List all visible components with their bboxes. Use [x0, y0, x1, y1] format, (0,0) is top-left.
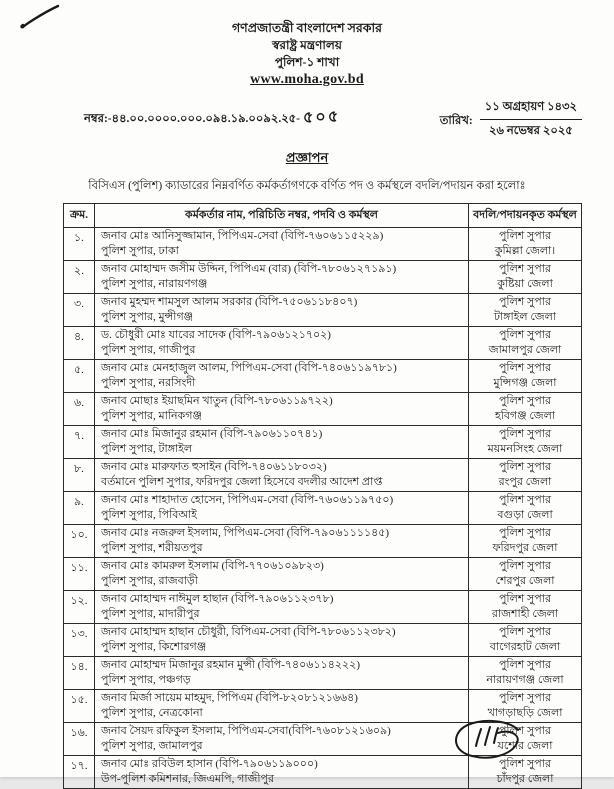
officer-post-line: পুলিশ সুপার, কিশোরগঞ্জ — [101, 641, 207, 653]
ministry-name: স্বরাষ্ট্র মন্ত্রণালয় — [272, 38, 342, 52]
destination-cell — [469, 558, 582, 591]
date-gregorian: ২৬ নভেম্বর ২০২৫ — [489, 125, 573, 137]
destination-district-line: ফরিদপুর জেলা — [492, 542, 558, 554]
serial-cell: ১৬. — [64, 723, 95, 756]
officer-cell — [95, 690, 469, 723]
destination-cell — [469, 261, 582, 294]
officer-post-line: পুলিশ সুপার, মাদারীপুর — [101, 608, 200, 620]
destination-cell — [469, 228, 582, 261]
table-row — [64, 591, 582, 624]
officer-name-line: জনাব মোঃ মারুফাত হুসাইন (বিপি-৭৪০৬১১৮০৩২) — [101, 461, 327, 473]
officer-name-line: ড. চৌধুরী মোঃ যাবের সাদেক (বিপি-৭৯০৬১২১৭০২) — [101, 329, 331, 341]
officer-name-line: জনাব মোঃ রবিউল হাসান (বিপি-৭৯০৬১১৯০০০) — [101, 758, 318, 770]
table-row — [64, 360, 582, 393]
destination-district-line: শেরপুর জেলা — [495, 575, 555, 587]
destination-district-line: জামালপুর জেলা — [488, 344, 562, 356]
table-row — [64, 525, 582, 558]
officer-name-line: জনাব মোছাঃ ইয়াছমিন খাতুন (বিপি-৭৮০৬১১৯৭২২) — [101, 395, 333, 407]
serial-cell: ১২. — [64, 591, 95, 624]
destination-district-line: রাজশাহী জেলা — [491, 608, 559, 620]
destination-district-line: নারায়ণগঞ্জ জেলা — [486, 674, 564, 686]
officer-cell — [95, 756, 469, 789]
officer-cell — [95, 591, 469, 624]
header-officer: কর্মকর্তার নাম, পরিচিতি নম্বর, পদবি ও কর্মস্থল — [95, 204, 469, 228]
officer-post-line: পুলিশ সুপার, ঢাকা — [101, 245, 179, 257]
branch-name: পুলিশ-১ শাখা — [274, 55, 340, 69]
serial-cell: ৪. — [64, 327, 95, 360]
header-destination: বদলি/পদায়নকৃত কর্মস্থল — [469, 204, 582, 228]
destination-post-line: পুলিশ সুপার — [498, 593, 552, 605]
officer-name-line: জনাব মোঃ শাহাদাত হোসেন, পিপিএম-সেবা (বিপি-৭৬০৬১১৯৭৫০) — [101, 494, 394, 506]
officer-name-line: জনাব মোঃ আনিসুজ্জামান, পিপিএম-সেবা (বিপি-৭৬০৬১১৫২২৯) — [101, 230, 384, 242]
officer-name-line: জনাব মির্জা সায়েম মাহমুদ, পিপিএম (বিপি-৮২০৮১২১৬৬৪) — [101, 692, 358, 704]
destination-post-line: পুলিশ সুপার — [498, 461, 552, 473]
document-header — [0, 0, 614, 88]
destination-post-line: পুলিশ সুপার — [498, 659, 552, 671]
officer-cell — [95, 624, 469, 657]
table-header-row — [64, 204, 582, 228]
officer-post-line: পুলিশ সুপার, জামালপুর — [101, 740, 203, 752]
memo-number-label: নম্বর:- — [84, 113, 112, 125]
officer-cell — [95, 294, 469, 327]
officer-name-line: জনাব মোহাম্মদ মিজানুর রহমান মুন্সী (বিপি-৭৪০৬১১৪২২২) — [101, 659, 360, 671]
officer-name-line: জনাব মোঃ মিজানুর রহমান (বিপি-৭৯০৬১১০৭৪১) — [101, 428, 323, 440]
destination-cell — [469, 426, 582, 459]
table-row — [64, 294, 582, 327]
government-name: গণপ্রজাতন্ত্রী বাংলাদেশ সরকার — [231, 21, 383, 35]
date-bangla: ১১ অগ্রহায়ণ ১৪৩২ — [480, 98, 582, 120]
destination-district-line: ময়মনসিংহ জেলা — [487, 443, 563, 455]
destination-district-line: চাঁদপুর জেলা — [496, 773, 554, 785]
destination-post-line: পুলিশ সুপার — [498, 296, 552, 308]
officer-post-line: বর্তমানে পুলিশ সুপার, ফরিদপুর জেলা হিসেবে বদলীর আদেশ প্রাপ্ত — [101, 476, 383, 488]
officer-name-line: জনাব মোঃ মেনহাজুল আলম, পিপিএম-সেবা (বিপি-৭৪০৬১১৯৭৮১) — [101, 362, 397, 374]
officer-post-line: পুলিশ সুপার, পঞ্চগড় — [101, 674, 191, 686]
serial-cell: ১. — [64, 228, 95, 261]
pen-stroke-mark-icon — [16, 2, 68, 34]
destination-cell — [469, 591, 582, 624]
officer-cell — [95, 426, 469, 459]
serial-cell: ১০. — [64, 525, 95, 558]
ministry-website: www.moha.gov.bd — [250, 72, 364, 87]
destination-post-line: পুলিশ সুপার — [498, 329, 552, 341]
serial-cell: ২. — [64, 261, 95, 294]
officer-cell — [95, 492, 469, 525]
signature-scribble-icon — [448, 716, 534, 772]
table-row — [64, 492, 582, 525]
destination-cell — [469, 624, 582, 657]
destination-post-line: পুলিশ সুপার — [498, 494, 552, 506]
table-row — [64, 327, 582, 360]
memo-date — [440, 98, 582, 141]
officer-name-line: জনাব মোঃ নজরুল ইসলাম, পিপিএম-সেবা (বিপি-৭৯০৬১১১১৪৫) — [101, 527, 390, 539]
officer-cell — [95, 459, 469, 492]
officer-post-line: পুলিশ সুপার, নরসিংদী — [101, 377, 196, 389]
officer-name-line: জনাব মুহম্মদ শামসুল আলম সরকার (বিপি-৭৫০৬১১৮৪০৭) — [101, 296, 358, 308]
destination-post-line: পুলিশ সুপার — [498, 692, 552, 704]
serial-cell: ৫. — [64, 360, 95, 393]
serial-cell: ১১. — [64, 558, 95, 591]
officer-cell — [95, 525, 469, 558]
table-row — [64, 459, 582, 492]
destination-post-line: পুলিশ সুপার — [498, 527, 552, 539]
destination-district-line: কুষ্টিয়া জেলা — [497, 278, 553, 290]
officer-cell — [95, 327, 469, 360]
officer-post-line: পুলিশ সুপার, মানিকগঞ্জ — [101, 410, 202, 422]
officer-post-line: পুলিশ সুপার, নেত্রকোনা — [101, 707, 203, 719]
destination-district-line: হবিগঞ্জ জেলা — [494, 410, 556, 422]
destination-post-line: পুলিশ সুপার — [498, 263, 552, 275]
destination-district-line: বগুড়া জেলা — [497, 509, 553, 521]
destination-post-line: পুলিশ সুপার — [498, 395, 552, 407]
serial-cell: ১৫. — [64, 690, 95, 723]
serial-cell: ৩. — [64, 294, 95, 327]
officer-post-line: পুলিশ সুপার, টাঙ্গাইল — [101, 443, 193, 455]
destination-cell — [469, 657, 582, 690]
table-row — [64, 228, 582, 261]
destination-cell — [469, 393, 582, 426]
destination-cell — [469, 492, 582, 525]
officer-name-line: জনাব মোহাম্মদ নাঈমুল হাছান (বিপি-৭৯০৬১১২৩৭৮) — [101, 593, 334, 605]
serial-cell: ৭. — [64, 426, 95, 459]
memo-meta-row — [84, 98, 582, 141]
serial-cell: ৯. — [64, 492, 95, 525]
officer-post-line: পুলিশ সুপার, শরীয়তপুর — [101, 542, 203, 554]
officer-cell — [95, 228, 469, 261]
officer-post-line: পুলিশ সুপার, রাজবাড়ী — [101, 575, 198, 587]
serial-cell: ১৩. — [64, 624, 95, 657]
serial-cell: ৬. — [64, 393, 95, 426]
destination-cell — [469, 294, 582, 327]
destination-district-line: খাগড়াছড়ি জেলা — [487, 707, 563, 719]
memo-number-value: ৪৪.০০.০০০০.০০০.০৯৪.১৯.০০৯২.২৫- — [111, 113, 300, 125]
destination-post-line: পুলিশ সুপার — [498, 758, 552, 770]
date-label: তারিখ: — [439, 115, 473, 127]
officer-cell — [95, 393, 469, 426]
officer-name-line: জনাব মোঃ কামরুল ইসলাম (বিপি-৭৭০৬১০৯৮২৩) — [101, 560, 324, 572]
memo-number-handwritten: ৫০৫ — [302, 108, 341, 127]
officer-cell — [95, 558, 469, 591]
serial-cell: ১৭. — [64, 756, 95, 789]
destination-post-line: পুলিশ সুপার — [498, 725, 552, 737]
officer-post-line: পুলিশ সুপার, পিবিআই — [101, 509, 197, 521]
serial-cell: ১৪. — [64, 657, 95, 690]
officer-cell — [95, 261, 469, 294]
officer-post-line: পুলিশ সুপার, গাজীপুর — [101, 344, 196, 356]
transfer-table-body — [64, 228, 582, 789]
officer-cell — [95, 657, 469, 690]
table-row — [64, 558, 582, 591]
table-row — [64, 261, 582, 294]
destination-post-line: পুলিশ সুপার — [498, 560, 552, 572]
destination-district-line: টাঙ্গাইল জেলা — [493, 311, 557, 323]
officer-cell — [95, 360, 469, 393]
destination-cell — [469, 327, 582, 360]
destination-post-line: পুলিশ সুপার — [498, 230, 552, 242]
officer-post-line: উপ-পুলিশ কমিশনার, জিএমপি, গাজীপুর — [101, 773, 275, 785]
header-serial: ক্রম. — [64, 204, 95, 228]
table-row — [64, 426, 582, 459]
destination-district-line: রংপুর জেলা — [498, 476, 552, 488]
destination-cell — [469, 459, 582, 492]
memo-number — [84, 98, 340, 131]
destination-post-line: পুলিশ সুপার — [498, 626, 552, 638]
table-row — [64, 624, 582, 657]
destination-district-line: যশোর জেলা — [497, 740, 553, 752]
intro-text: বিসিএস (পুলিশ) ক্যাডারের নিম্নবর্ণিত কর্মকর্তাগণকে বর্ণিত পদ ও কর্মস্থলে বদলি/পদায়ন করা হলোঃ — [88, 180, 526, 192]
officer-name-line: জনাব সৈয়দ রফিকুল ইসলাম, পিপিএম-সেবা(বিপি-৭৬০৮১২১৬০৯) — [101, 725, 391, 737]
officer-post-line: পুলিশ সুপার, মুন্সীগঞ্জ — [101, 311, 194, 323]
table-row — [64, 393, 582, 426]
destination-post-line: পুলিশ সুপার — [498, 428, 552, 440]
table-row — [64, 657, 582, 690]
destination-cell — [469, 525, 582, 558]
destination-post-line: পুলিশ সুপার — [498, 362, 552, 374]
serial-cell: ৮. — [64, 459, 95, 492]
officer-post-line: পুলিশ সুপার, নারায়ণগঞ্জ — [101, 278, 208, 290]
transfer-table — [63, 203, 582, 789]
notification-title: প্রজ্ঞাপন — [285, 150, 329, 165]
date-stack — [480, 98, 582, 141]
officer-cell — [95, 723, 469, 756]
officer-name-line: জনাব মোহাম্মদ হাছান চৌধুরী, বিপিএম-সেবা (বিপি-৭৮০৬১১২৩৮২) — [101, 626, 396, 638]
destination-cell — [469, 360, 582, 393]
officer-name-line: জনাব মোহাম্মদ জসীম উদ্দিন, পিপিএম (বার) (বিপি-৭৮০৬১২৭১৯১) — [101, 263, 397, 275]
destination-district-line: বাগেরহাট জেলা — [489, 641, 561, 653]
destination-district-line: মুন্সিগঞ্জ জেলা — [493, 377, 557, 389]
destination-district-line: কুমিল্লা জেলা। — [494, 245, 556, 257]
